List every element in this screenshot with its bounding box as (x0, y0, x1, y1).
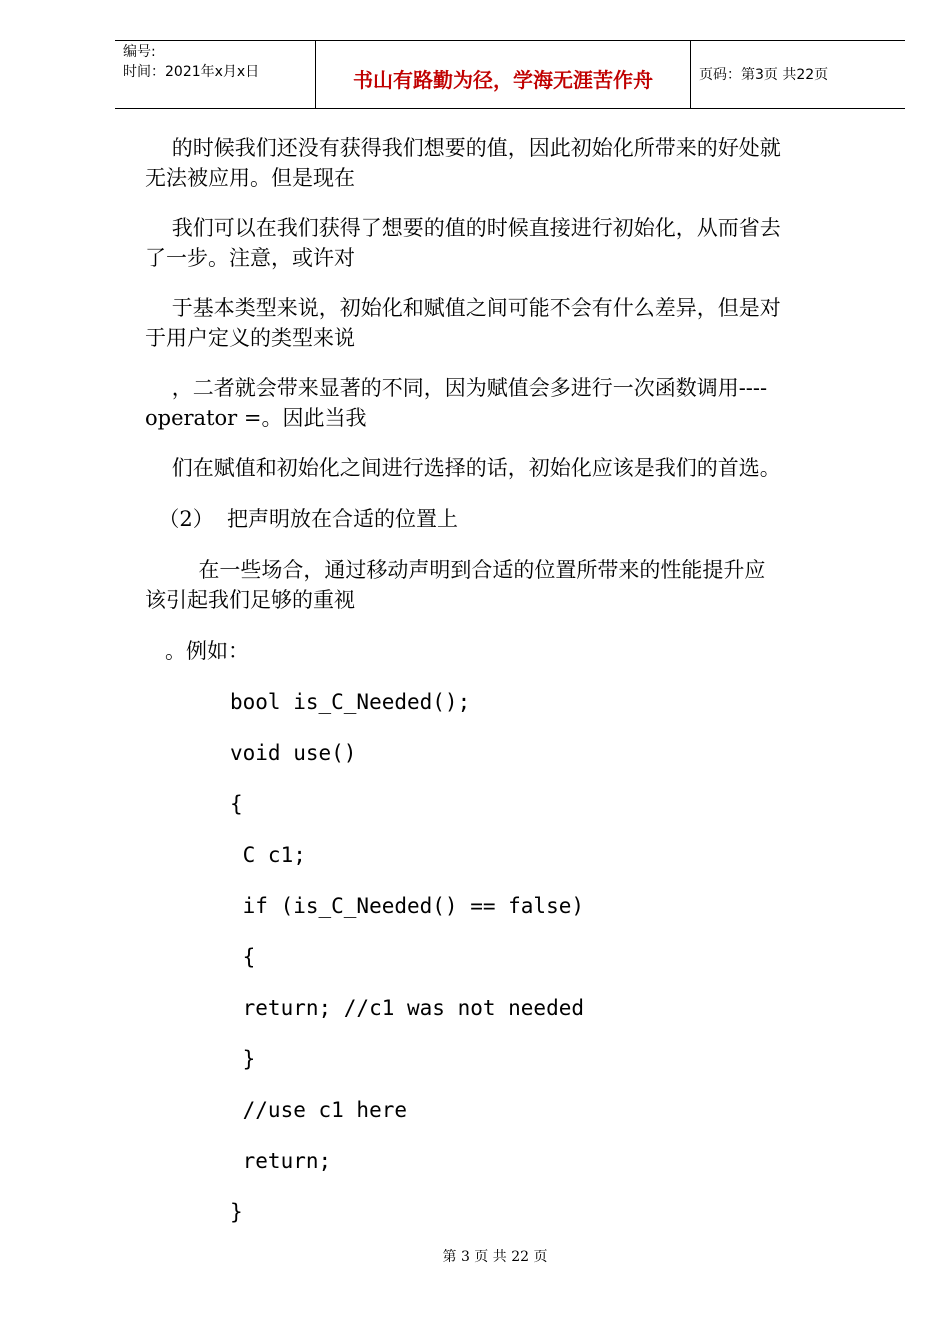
paragraph-4 (145, 373, 880, 433)
example-label-text: 。例如： (145, 639, 250, 663)
paragraph-line: 的时候我们还没有获得我们想要的值，因此初始化所带来的好处就 (145, 136, 781, 160)
paragraph-3 (145, 293, 880, 353)
code-line: return; //c1 was not needed (230, 996, 585, 1020)
section-heading (145, 504, 880, 534)
code-line: } (230, 1200, 243, 1224)
paragraph-line: 无法被应用。但是现在 (145, 166, 355, 190)
header-page-number: 页码：第3页 共22页 (699, 67, 829, 83)
paragraph-line: ，二者就会带来显著的不同，因为赋值会多进行一次函数调用---- (145, 376, 768, 400)
header-meta-cell (115, 41, 315, 108)
page-footer: 第 3 页 共 22 页 (442, 1249, 548, 1265)
intro-paragraph (145, 555, 880, 615)
paragraph-1 (145, 133, 880, 193)
paragraph-line: 该引起我们足够的重视 (145, 588, 355, 612)
code-line: C c1; (230, 843, 306, 867)
paragraph-line: operator =。因此当我 (145, 406, 367, 430)
code-line: { (230, 945, 256, 969)
section-heading-text: （2） 把声明放在合适的位置上 (145, 507, 459, 531)
paragraph-2 (145, 213, 880, 273)
paragraph-line: 们在赋值和初始化之间进行选择的话，初始化应该是我们的首选。 (145, 456, 781, 480)
code-line: bool is_C_Needed(); (230, 690, 471, 714)
paragraph-line: 了一步。注意，或许对 (145, 246, 355, 270)
paragraph-line: 我们可以在我们获得了想要的值的时候直接进行初始化，从而省去 (145, 216, 781, 240)
example-label (145, 636, 880, 666)
paragraph-5 (145, 453, 880, 483)
code-line: if (is_C_Needed() == false) (230, 894, 585, 918)
document-number-label: 编号: (123, 44, 156, 60)
code-line: void use() (230, 741, 357, 765)
code-line: } (230, 1047, 256, 1071)
paragraph-line: 于用户定义的类型来说 (145, 326, 355, 350)
document-date-label: 时间：2021年x月x日 (123, 64, 260, 80)
code-line: { (230, 792, 243, 816)
page-header (115, 40, 905, 109)
code-line: //use c1 here (230, 1098, 408, 1122)
header-motto-cell (315, 41, 691, 108)
code-line: return; (230, 1149, 332, 1173)
paragraph-line: 在一些场合，通过移动声明到合适的位置所带来的性能提升应 (145, 558, 766, 582)
motto-text: 书山有路勤为径，学海无涯苦作舟 (353, 68, 653, 92)
header-page-cell (690, 41, 905, 108)
paragraph-line: 于基本类型来说，初始化和赋值之间可能不会有什么差异，但是对 (145, 296, 781, 320)
